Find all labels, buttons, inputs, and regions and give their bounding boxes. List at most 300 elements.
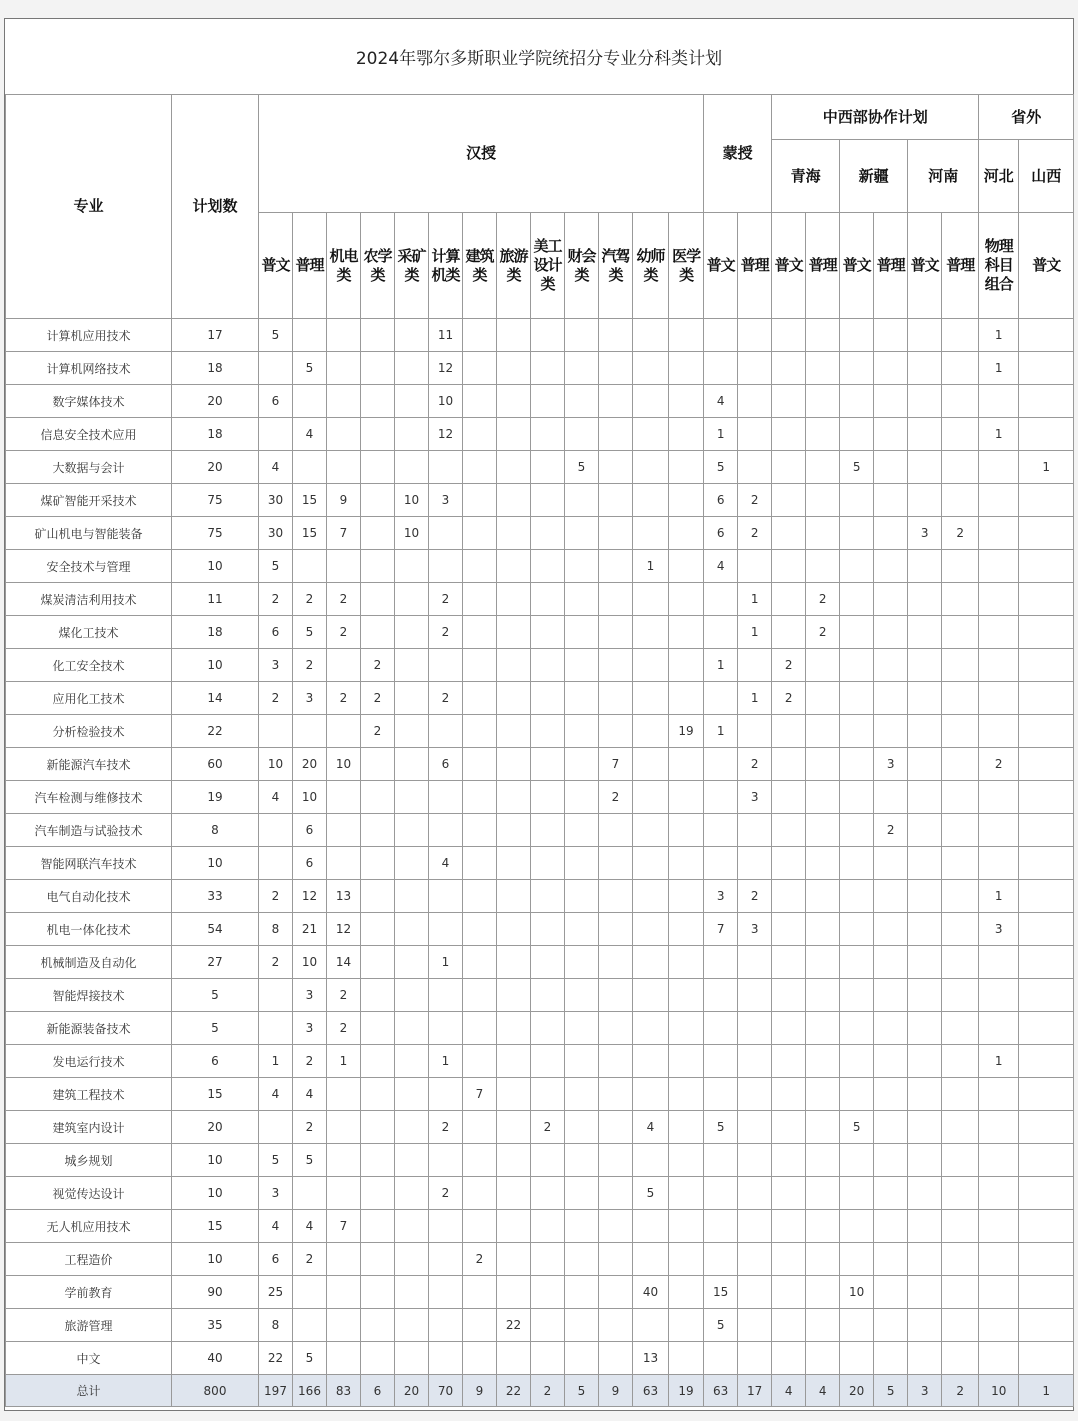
quota-cell <box>531 1276 565 1309</box>
quota-cell <box>874 880 908 913</box>
quota-cell <box>463 418 497 451</box>
quota-cell <box>565 1309 599 1342</box>
quota-cell <box>704 1012 738 1045</box>
quota-cell <box>738 847 772 880</box>
quota-cell <box>840 1177 874 1210</box>
quota-cell: 5 <box>293 1342 327 1375</box>
quota-cell <box>497 550 531 583</box>
quota-cell <box>565 715 599 748</box>
quota-cell <box>874 1177 908 1210</box>
subheader-19: 普文 <box>908 213 942 319</box>
quota-cell <box>565 781 599 814</box>
quota-cell <box>395 385 429 418</box>
quota-cell <box>531 352 565 385</box>
quota-cell <box>497 1078 531 1111</box>
major-name: 应用化工技术 <box>6 682 172 715</box>
quota-cell <box>772 1177 806 1210</box>
quota-cell <box>599 385 633 418</box>
quota-cell <box>259 814 293 847</box>
quota-cell <box>874 1045 908 1078</box>
table-row <box>6 550 1074 583</box>
quota-cell <box>463 880 497 913</box>
plan-sheet <box>4 18 1074 1411</box>
quota-cell <box>327 1144 361 1177</box>
quota-cell <box>908 1012 942 1045</box>
quota-cell <box>327 550 361 583</box>
plan-count: 40 <box>172 1342 259 1375</box>
quota-cell: 2 <box>429 1111 463 1144</box>
quota-cell: 4 <box>259 781 293 814</box>
quota-cell: 3 <box>979 913 1019 946</box>
quota-cell <box>463 385 497 418</box>
quota-cell: 2 <box>259 682 293 715</box>
quota-cell <box>942 319 979 352</box>
quota-cell <box>327 1111 361 1144</box>
quota-cell <box>395 781 429 814</box>
plan-count: 90 <box>172 1276 259 1309</box>
subheader-16: 普理 <box>806 213 840 319</box>
quota-cell <box>806 1144 840 1177</box>
quota-cell <box>531 418 565 451</box>
quota-cell <box>565 946 599 979</box>
quota-cell <box>874 1309 908 1342</box>
quota-cell <box>669 583 704 616</box>
plan-count: 800 <box>172 1375 259 1407</box>
quota-cell <box>772 1309 806 1342</box>
quota-cell: 6 <box>704 484 738 517</box>
quota-cell <box>395 715 429 748</box>
major-name: 发电运行技术 <box>6 1045 172 1078</box>
quota-cell <box>840 781 874 814</box>
quota-cell <box>942 748 979 781</box>
quota-cell <box>1019 946 1074 979</box>
quota-cell: 9 <box>327 484 361 517</box>
major-name: 汽车制造与试验技术 <box>6 814 172 847</box>
quota-cell <box>463 682 497 715</box>
table-row <box>6 913 1074 946</box>
quota-cell <box>395 1210 429 1243</box>
quota-cell <box>429 715 463 748</box>
quota-cell: 12 <box>293 880 327 913</box>
quota-cell <box>395 682 429 715</box>
table-row <box>6 1177 1074 1210</box>
quota-cell <box>908 583 942 616</box>
table-row <box>6 1111 1074 1144</box>
quota-cell <box>565 880 599 913</box>
quota-cell: 3 <box>259 649 293 682</box>
quota-cell <box>840 1243 874 1276</box>
quota-cell <box>908 484 942 517</box>
quota-cell <box>669 451 704 484</box>
quota-cell <box>395 913 429 946</box>
quota-cell <box>772 1210 806 1243</box>
quota-cell: 5 <box>259 319 293 352</box>
quota-cell <box>361 1078 395 1111</box>
quota-cell: 4 <box>293 418 327 451</box>
quota-cell <box>599 1177 633 1210</box>
quota-cell <box>979 781 1019 814</box>
quota-cell <box>942 781 979 814</box>
quota-cell <box>908 1276 942 1309</box>
quota-cell: 2 <box>429 1177 463 1210</box>
quota-cell <box>908 814 942 847</box>
quota-cell: 1 <box>429 946 463 979</box>
quota-cell <box>497 880 531 913</box>
subheader-17: 普文 <box>840 213 874 319</box>
quota-cell: 12 <box>327 913 361 946</box>
quota-cell <box>704 319 738 352</box>
quota-cell <box>429 880 463 913</box>
quota-cell <box>908 1177 942 1210</box>
quota-cell <box>942 715 979 748</box>
table-row <box>6 880 1074 913</box>
quota-cell <box>565 1342 599 1375</box>
header-mengshou: 蒙授 <box>704 95 772 213</box>
quota-cell: 1 <box>429 1045 463 1078</box>
quota-cell <box>565 319 599 352</box>
quota-cell <box>565 484 599 517</box>
quota-cell <box>395 1309 429 1342</box>
quota-cell <box>599 1309 633 1342</box>
quota-cell <box>704 814 738 847</box>
plan-count: 20 <box>172 385 259 418</box>
quota-cell <box>704 352 738 385</box>
quota-cell <box>463 946 497 979</box>
quota-cell <box>874 1210 908 1243</box>
table-row <box>6 1309 1074 1342</box>
quota-cell <box>599 418 633 451</box>
quota-cell <box>1019 418 1074 451</box>
quota-cell: 1 <box>979 880 1019 913</box>
quota-cell <box>327 418 361 451</box>
quota-cell <box>840 418 874 451</box>
quota-cell <box>327 715 361 748</box>
plan-count: 5 <box>172 1012 259 1045</box>
quota-cell: 19 <box>669 1375 704 1407</box>
quota-cell <box>738 352 772 385</box>
quota-cell <box>942 1210 979 1243</box>
quota-cell <box>806 1045 840 1078</box>
quota-cell: 2 <box>293 1111 327 1144</box>
plan-count: 17 <box>172 319 259 352</box>
quota-cell: 2 <box>293 1243 327 1276</box>
quota-cell <box>704 1210 738 1243</box>
quota-cell <box>1019 715 1074 748</box>
table-row <box>6 649 1074 682</box>
quota-cell <box>429 1210 463 1243</box>
quota-cell <box>327 1309 361 1342</box>
quota-cell: 6 <box>259 1243 293 1276</box>
quota-cell: 10 <box>840 1276 874 1309</box>
quota-cell <box>1019 1210 1074 1243</box>
quota-cell <box>979 1309 1019 1342</box>
quota-cell <box>361 847 395 880</box>
quota-cell: 10 <box>293 946 327 979</box>
quota-cell <box>772 748 806 781</box>
quota-cell <box>565 583 599 616</box>
quota-cell <box>669 1342 704 1375</box>
subheader-10: 汽驾 类 <box>599 213 633 319</box>
quota-cell <box>874 385 908 418</box>
major-name: 信息安全技术应用 <box>6 418 172 451</box>
quota-cell <box>395 748 429 781</box>
quota-cell <box>497 715 531 748</box>
quota-cell <box>806 1111 840 1144</box>
quota-cell: 2 <box>293 1045 327 1078</box>
quota-cell <box>497 616 531 649</box>
quota-cell <box>633 979 669 1012</box>
quota-cell <box>840 517 874 550</box>
quota-cell: 2 <box>772 649 806 682</box>
quota-cell <box>738 1078 772 1111</box>
quota-cell <box>874 781 908 814</box>
quota-cell: 2 <box>738 484 772 517</box>
quota-cell <box>395 319 429 352</box>
quota-cell: 1 <box>979 418 1019 451</box>
quota-cell <box>599 1144 633 1177</box>
quota-cell <box>908 946 942 979</box>
quota-cell: 7 <box>599 748 633 781</box>
quota-cell: 2 <box>259 946 293 979</box>
quota-cell: 2 <box>327 979 361 1012</box>
quota-cell <box>463 781 497 814</box>
quota-cell: 7 <box>327 1210 361 1243</box>
plan-count: 35 <box>172 1309 259 1342</box>
header-hanshou: 汉授 <box>259 95 704 213</box>
quota-cell <box>395 649 429 682</box>
quota-cell <box>395 418 429 451</box>
subheader-11: 幼师 类 <box>633 213 669 319</box>
quota-cell <box>806 1243 840 1276</box>
quota-cell: 1 <box>738 616 772 649</box>
major-name: 无人机应用技术 <box>6 1210 172 1243</box>
major-name: 学前教育 <box>6 1276 172 1309</box>
quota-cell <box>942 946 979 979</box>
quota-cell: 6 <box>361 1375 395 1407</box>
subheader-4: 采矿 类 <box>395 213 429 319</box>
header-plan: 计划数 <box>172 95 259 319</box>
quota-cell <box>259 715 293 748</box>
quota-cell <box>361 1210 395 1243</box>
quota-cell <box>327 847 361 880</box>
quota-cell <box>395 814 429 847</box>
quota-cell <box>669 1276 704 1309</box>
quota-cell <box>599 550 633 583</box>
quota-cell <box>874 1342 908 1375</box>
quota-cell <box>908 1045 942 1078</box>
quota-cell <box>1019 1111 1074 1144</box>
quota-cell <box>633 1144 669 1177</box>
table-row <box>6 517 1074 550</box>
quota-cell <box>361 1177 395 1210</box>
quota-cell <box>738 319 772 352</box>
quota-cell <box>942 1177 979 1210</box>
quota-cell: 6 <box>293 814 327 847</box>
quota-cell <box>497 814 531 847</box>
table-row <box>6 1276 1074 1309</box>
quota-cell <box>840 385 874 418</box>
quota-cell <box>429 1276 463 1309</box>
quota-cell <box>599 979 633 1012</box>
table-row <box>6 1342 1074 1375</box>
quota-cell <box>840 1210 874 1243</box>
quota-cell <box>1019 1012 1074 1045</box>
quota-cell <box>361 946 395 979</box>
quota-cell <box>361 1111 395 1144</box>
quota-cell <box>874 1012 908 1045</box>
quota-cell <box>669 880 704 913</box>
plan-count: 18 <box>172 616 259 649</box>
quota-cell <box>1019 748 1074 781</box>
quota-cell <box>979 814 1019 847</box>
quota-cell <box>497 484 531 517</box>
quota-cell <box>497 1012 531 1045</box>
quota-cell: 12 <box>429 418 463 451</box>
quota-cell <box>669 748 704 781</box>
quota-cell: 2 <box>738 880 772 913</box>
quota-cell <box>669 1144 704 1177</box>
quota-cell: 17 <box>738 1375 772 1407</box>
quota-cell: 14 <box>327 946 361 979</box>
quota-cell <box>942 583 979 616</box>
plan-count: 75 <box>172 517 259 550</box>
header-xinjiang: 新疆 <box>840 140 908 213</box>
quota-cell <box>942 1078 979 1111</box>
quota-cell <box>874 847 908 880</box>
quota-cell: 6 <box>429 748 463 781</box>
quota-cell <box>327 649 361 682</box>
quota-cell <box>942 484 979 517</box>
quota-cell <box>772 550 806 583</box>
quota-cell <box>840 814 874 847</box>
quota-cell: 4 <box>259 451 293 484</box>
quota-cell <box>874 484 908 517</box>
quota-cell: 2 <box>942 517 979 550</box>
plan-count: 18 <box>172 352 259 385</box>
quota-cell <box>531 913 565 946</box>
quota-cell: 2 <box>361 682 395 715</box>
quota-cell <box>669 616 704 649</box>
quota-cell <box>704 748 738 781</box>
major-name: 建筑工程技术 <box>6 1078 172 1111</box>
quota-cell <box>704 682 738 715</box>
quota-cell <box>772 979 806 1012</box>
quota-cell <box>806 1078 840 1111</box>
quota-cell <box>327 814 361 847</box>
quota-cell <box>908 913 942 946</box>
quota-cell <box>497 385 531 418</box>
quota-cell <box>361 913 395 946</box>
quota-cell <box>1019 979 1074 1012</box>
quota-cell: 1 <box>259 1045 293 1078</box>
quota-cell <box>942 847 979 880</box>
quota-cell <box>772 847 806 880</box>
quota-cell <box>772 484 806 517</box>
quota-cell <box>633 517 669 550</box>
quota-cell <box>565 1045 599 1078</box>
quota-cell <box>327 352 361 385</box>
quota-cell: 2 <box>772 682 806 715</box>
quota-cell <box>633 1243 669 1276</box>
quota-cell <box>1019 385 1074 418</box>
quota-cell <box>463 616 497 649</box>
quota-cell <box>908 979 942 1012</box>
plan-count: 10 <box>172 1177 259 1210</box>
quota-cell <box>599 847 633 880</box>
quota-cell <box>259 979 293 1012</box>
plan-count: 20 <box>172 451 259 484</box>
quota-cell: 4 <box>259 1210 293 1243</box>
quota-cell <box>908 550 942 583</box>
quota-cell <box>429 1078 463 1111</box>
quota-cell <box>361 1342 395 1375</box>
quota-cell: 3 <box>259 1177 293 1210</box>
subheader-8: 美工 设计 类 <box>531 213 565 319</box>
quota-cell <box>704 1078 738 1111</box>
major-name: 机械制造及自动化 <box>6 946 172 979</box>
quota-cell <box>1019 814 1074 847</box>
quota-cell <box>738 550 772 583</box>
quota-cell <box>463 583 497 616</box>
quota-cell <box>497 1210 531 1243</box>
quota-cell <box>840 1342 874 1375</box>
subheader-7: 旅游 类 <box>497 213 531 319</box>
major-name: 智能焊接技术 <box>6 979 172 1012</box>
quota-cell <box>497 319 531 352</box>
major-name: 总计 <box>6 1375 172 1407</box>
quota-cell <box>669 1309 704 1342</box>
quota-cell <box>942 451 979 484</box>
quota-cell <box>840 583 874 616</box>
quota-cell: 2 <box>327 583 361 616</box>
quota-cell <box>1019 583 1074 616</box>
quota-cell <box>633 418 669 451</box>
header-major: 专业 <box>6 95 172 319</box>
quota-cell <box>806 847 840 880</box>
quota-cell: 3 <box>429 484 463 517</box>
quota-cell <box>361 319 395 352</box>
quota-cell: 4 <box>293 1210 327 1243</box>
quota-cell <box>840 1012 874 1045</box>
quota-cell <box>942 352 979 385</box>
quota-cell <box>633 913 669 946</box>
quota-cell <box>633 385 669 418</box>
quota-cell <box>361 451 395 484</box>
quota-cell <box>565 418 599 451</box>
quota-cell <box>908 880 942 913</box>
subheader-22: 普文 <box>1019 213 1074 319</box>
quota-cell <box>806 1342 840 1375</box>
quota-cell <box>531 880 565 913</box>
quota-cell <box>531 616 565 649</box>
quota-cell <box>395 583 429 616</box>
quota-cell <box>772 913 806 946</box>
quota-cell <box>463 979 497 1012</box>
quota-cell <box>979 1144 1019 1177</box>
quota-cell <box>531 1210 565 1243</box>
quota-cell <box>806 319 840 352</box>
quota-cell <box>361 814 395 847</box>
quota-cell <box>840 682 874 715</box>
quota-cell <box>497 682 531 715</box>
quota-cell <box>565 1210 599 1243</box>
quota-cell <box>531 319 565 352</box>
quota-cell <box>1019 1078 1074 1111</box>
quota-cell <box>361 1012 395 1045</box>
quota-cell <box>979 616 1019 649</box>
quota-cell <box>497 979 531 1012</box>
quota-cell <box>633 1309 669 1342</box>
